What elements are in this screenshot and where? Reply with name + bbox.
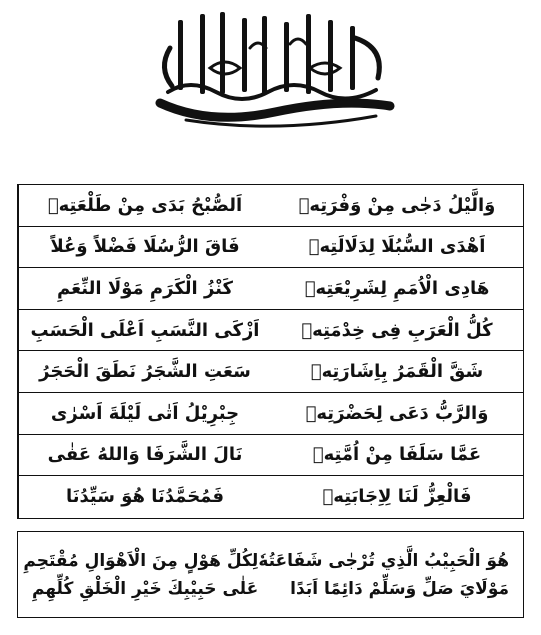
verse-left-cell: وَالَّيْلُ دَجٰى مِنْ وَفْرَتِهٖ	[298, 194, 496, 216]
verse-right-cell: كَنْزُ الْكَرَمِ مَوْلَا النِّعَمِ	[18, 268, 271, 309]
verse-row	[18, 351, 523, 393]
verse-right-cell: نَالَ الشَّرَفَا وَاللهُ عَفٰى	[18, 435, 271, 476]
closing-couplet-box	[17, 531, 524, 618]
verse-left-cell: هَادِى الْاُمَمِ لِشَرِيْعَتِهٖ	[304, 277, 490, 299]
verse-row	[18, 476, 523, 518]
verse-left-cell: اَهْدَى السُّبُلَا لِدَلَالَتِهٖ	[308, 236, 486, 258]
closing-right-hemistich: مَوْلَايَ صَلِّ وَسَلِّمْ دَائِمًا اَبَدًا	[290, 578, 509, 599]
verse-row	[18, 435, 523, 477]
closing-line	[32, 579, 509, 599]
verse-left-cell: وَالرَّبُّ دَعَى لِحَضْرَتِهٖ	[305, 402, 489, 424]
closing-left-hemistich: عَلٰى حَبِيْبِكَ خَيْرِ الْخَلْقِ كُلِّهِمِ	[32, 578, 259, 599]
verse-left-cell: كُلُّ الْعَرَبِ فِى خِدْمَتِهٖ	[301, 319, 493, 341]
closing-line	[23, 550, 509, 571]
verse-right-cell: فَمُحَمَّدُنَا هُوَ سَيِّدُنَا	[18, 476, 271, 518]
verse-right-cell: سَعَتِ الشَّجَرُ نَطَقَ الْحَجَرُ	[18, 351, 271, 392]
verse-row	[18, 185, 523, 227]
closing-right-hemistich: هُوَ الْحَبِيْبُ الَّذِي تُرْجٰى شَفَاعَتُهٗ	[258, 550, 509, 571]
verse-row	[18, 227, 523, 269]
verse-left-cell: عَمَّا سَلَفَا مِنْ اُمَّتِهٖ	[312, 444, 482, 466]
verse-right-cell: اَلصُّبْحُ بَدَى مِنْ طَلْعَتِهٖ	[18, 185, 271, 226]
verse-row	[18, 393, 523, 435]
verse-table	[17, 184, 524, 519]
verse-row	[18, 268, 523, 310]
closing-left-hemistich: لِكُلِّ هَوْلٍ مِنَ الْاَهْوَالِ مُقْتَحِمِ	[23, 550, 259, 571]
verse-right-cell: اَزْكَى النَّسَبِ اَعْلَى الْحَسَبِ	[18, 310, 271, 351]
verse-right-cell: فَاقَ الرُّسُلَا فَضْلاً وَعُلاً	[18, 227, 271, 268]
verse-left-cell: فَالْعِزُّ لَنَا لِاِجَابَتِهٖ	[322, 486, 472, 508]
verse-left-cell: شَقَّ الْقَمَرُ بِاِشَارَتِهٖ	[310, 361, 484, 383]
verse-right-cell: جِبْرِيْلُ اَتٰى لَيْلَةَ اَسْرٰى	[18, 393, 271, 434]
verse-row	[18, 310, 523, 352]
calligraphy-art	[150, 8, 400, 133]
calligraphy-emblem	[150, 8, 400, 133]
